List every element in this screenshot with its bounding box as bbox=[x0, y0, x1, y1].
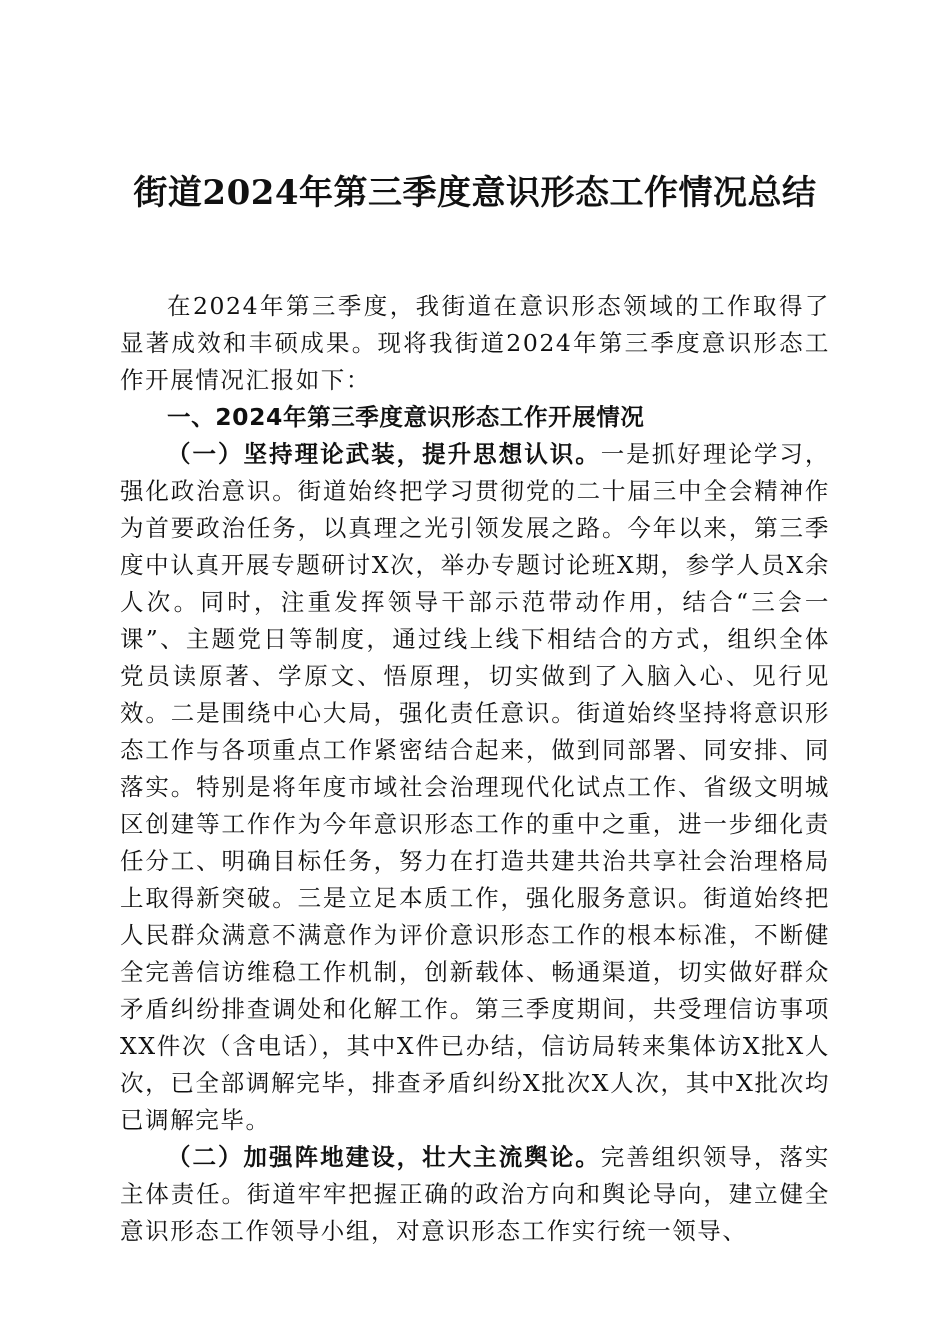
document-body bbox=[120, 288, 830, 1250]
subsection-1-paragraph bbox=[120, 436, 830, 1139]
subsection-2-paragraph bbox=[120, 1139, 830, 1250]
document-title: 街道2024年第三季度意识形态工作情况总结 bbox=[133, 173, 817, 213]
subsection-2-lead: （二）加强阵地建设，壮大主流舆论。 bbox=[167, 1143, 601, 1171]
subsection-1-body: 一是抓好理论学习，强化政治意识。街道始终把学习贯彻党的二十届三中全会精神作为首要政治任务，以真理之光引领发展之路。今年以来，第三季度中认真开展专题研讨X次，举办专题讨论班X期，参学人员X余人次。同时，注重发挥领导干部示范带动作用，结合“三会一课”、主题党日等制度，通过线上线下相结合的方式，组织全体党员读原著、学原文、悟原理，切实做到了入脑入心、见行见效。二是围绕中心大局，强化责任意识。街道始终坚持将意识形态工作与各项重点工作紧密结合起来，做到同部署、同安排、同落实。特别是将年度市域社会治理现代化试点工作、省级文明城区创建等工作作为今年意识形态工作的重中之重，进一步细化责任分工、明确目标任务，努力在打造共建共治共享社会治理格局上取得新突破。三是立足本质工作，强化服务意识。街道始终把人民群众满意不满意作为评价意识形态工作的根本标准，不断健全完善信访维稳工作机制，创新载体、畅通渠道，切实做好群众矛盾纠纷排查调处和化解工作。第三季度期间，共受理信访事项XX件次（含电话），其中X件已办结，信访局转来集体访X批X人次，已全部调解完毕，排查矛盾纠纷X批次X人次，其中X批次均已调解完毕。 bbox=[120, 440, 830, 1134]
subsection-1-lead: （一）坚持理论武装，提升思想认识。 bbox=[167, 440, 601, 468]
section-heading: 一、2024年第三季度意识形态工作开展情况 bbox=[167, 403, 645, 431]
intro-paragraph: 在2024年第三季度，我街道在意识形态领域的工作取得了显著成效和丰硕成果。现将我街道2024年第三季度意识形态工作开展情况汇报如下： bbox=[120, 292, 830, 394]
subsection-2-body: 完善组织领导，落实主体责任。街道牢牢把握正确的政治方向和舆论导向，建立健全意识形态工作领导小组，对意识形态工作实行统一领导、 bbox=[120, 1143, 830, 1245]
